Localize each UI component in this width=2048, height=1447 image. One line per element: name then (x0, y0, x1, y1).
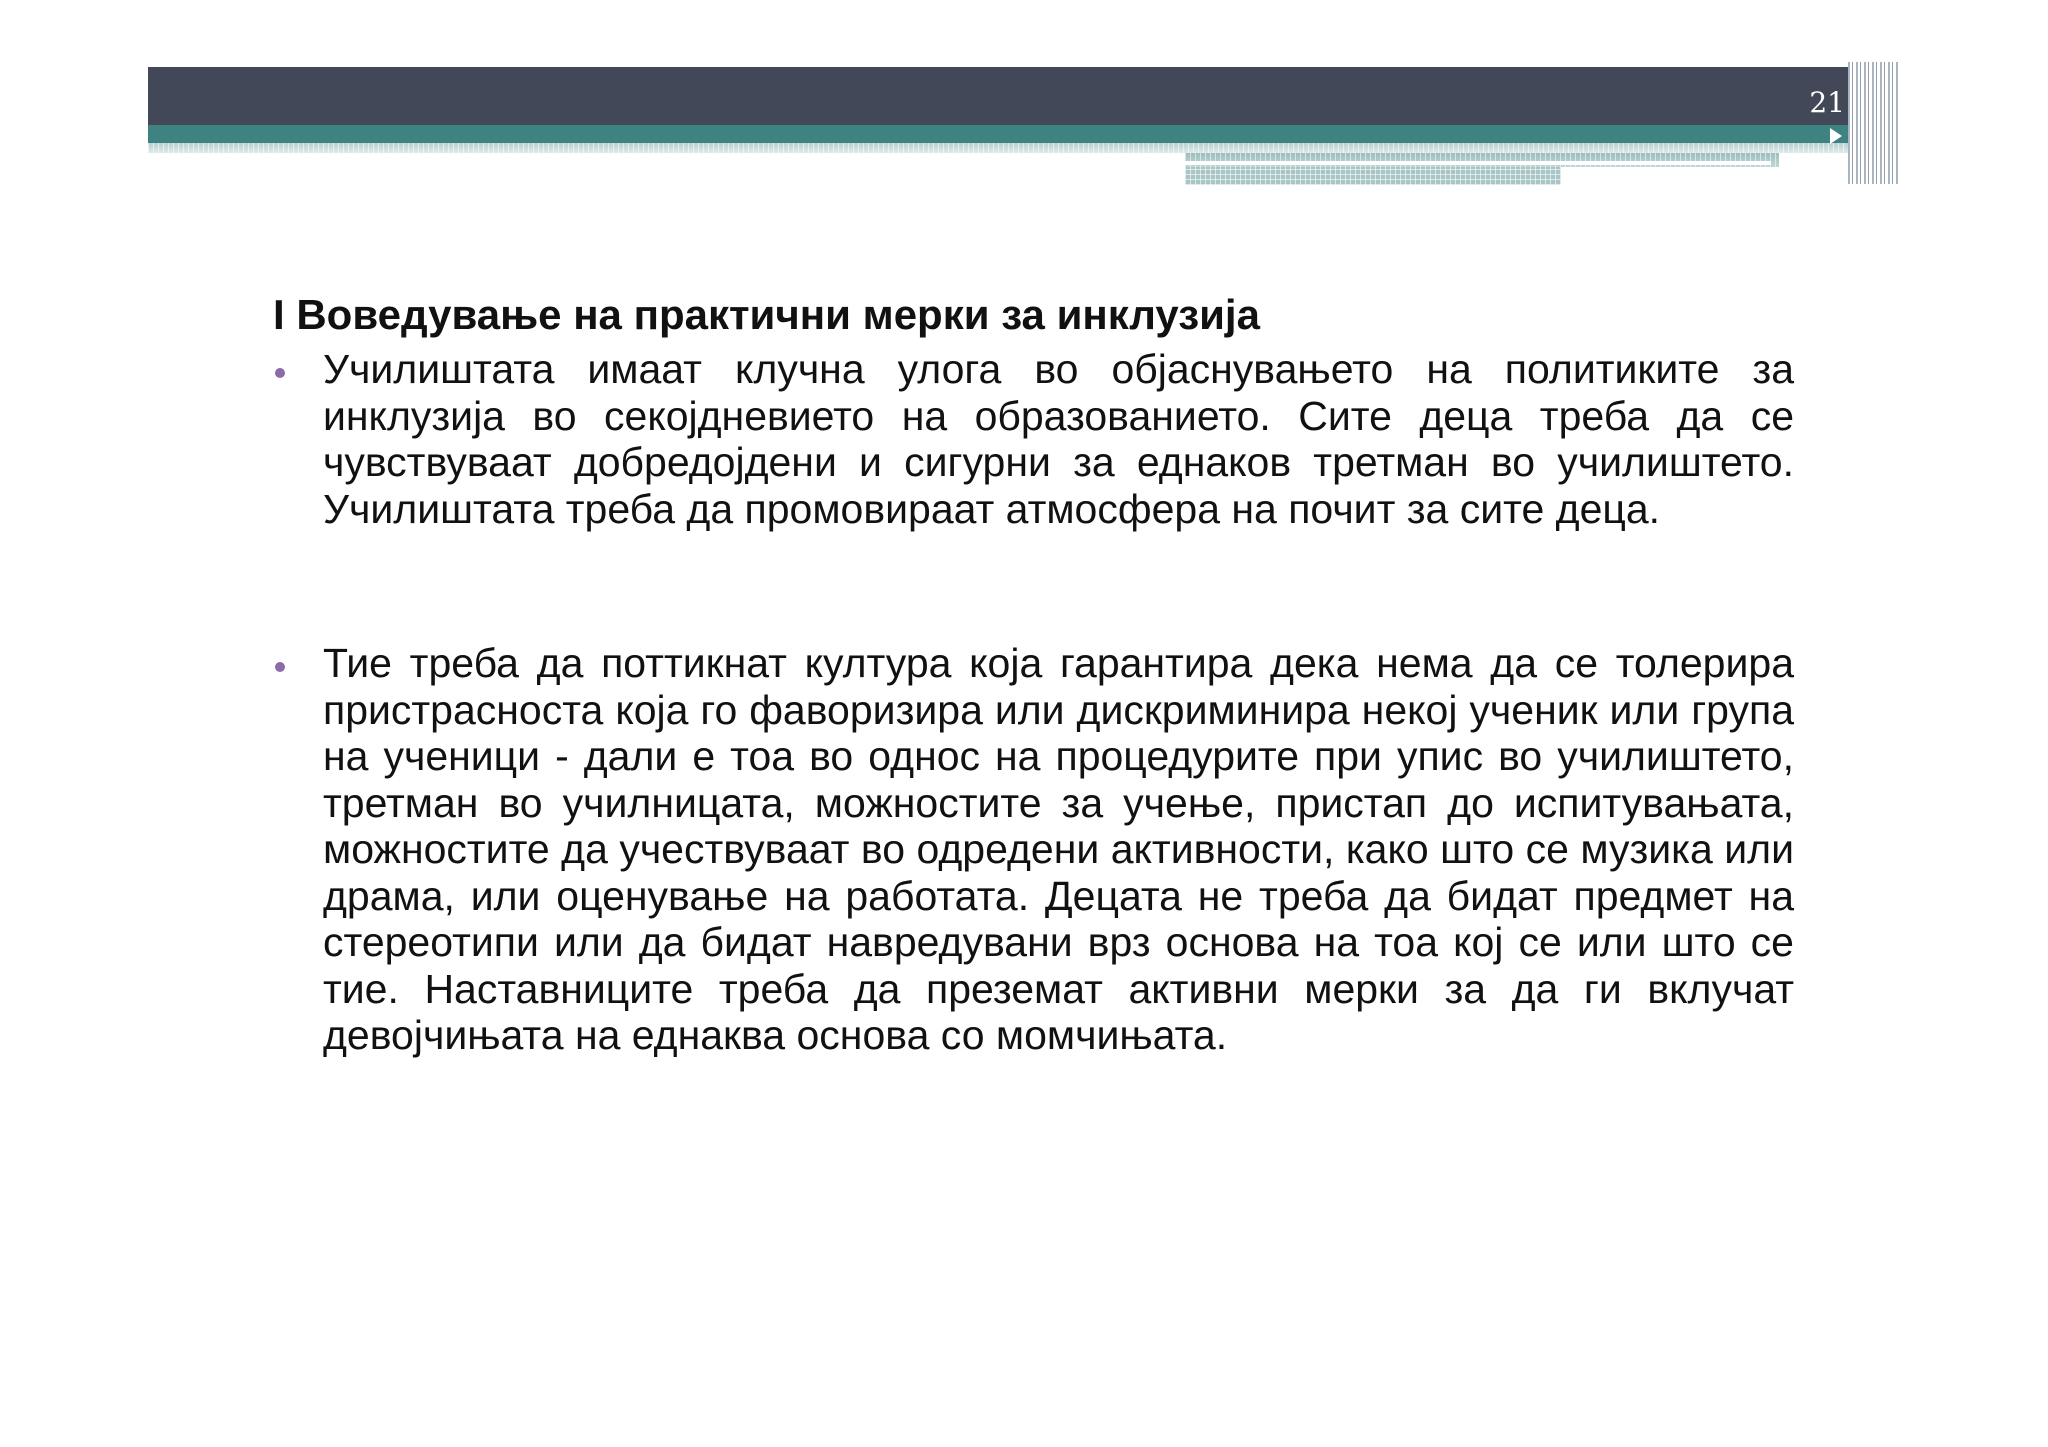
bullet-dot-icon (275, 368, 285, 378)
bullet-dot-icon (275, 662, 285, 672)
header-band-teal (148, 125, 1848, 143)
section-heading: I Воведување на практични мерки за инклузија (273, 291, 1260, 338)
header-band-light (148, 143, 1848, 153)
header-pointer (1830, 128, 1842, 144)
slide-number: 21 (1809, 86, 1845, 119)
header-bars-decoration (1848, 62, 1900, 184)
bullet-text: Тие треба да поттикнат култура која гарантира дека нема да се толерира пристрасноста која го фаворизира или дискриминира некој ученик или група на ученици - дали е тоа во однос на процедурите при упис во училиштето, третман во училницата, можностите за учење, пристап до испитувањата, можностите да учествуваат во одредени активности, како што се музика или драма, или оценување на работата. Децата не треба да бидат предмет на стереотипи или да бидат навредувани врз основа на тоа кој се или што се тие. Наставниците треба да преземат активни мерки за да ги вклучат девојчињата на еднаква основа со момчињата. (323, 640, 1794, 1058)
bullet-text: Училиштата имаат клучна улога во објаснувањето на политиките за инклузија во секојдневието на образованието. Сите деца треба да се чувствуваат добредојдени и сигурни за еднаков третман во училиштето. Училиштата треба да промовираат атмосфера на почит за сите деца. (323, 346, 1794, 532)
header-band-grid (1185, 167, 1561, 185)
header-divider (1185, 161, 1771, 165)
header-band-dark (148, 67, 1848, 125)
